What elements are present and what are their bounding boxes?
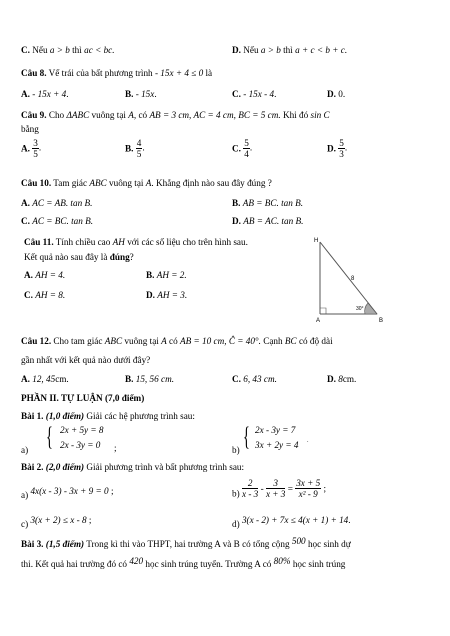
- bai-3-cont: thi. Kết quả hai trường đó có 420 học sinh trúng tuyển. Trường A có 80% học sinh trúng: [21, 556, 346, 569]
- part-2-heading: PHẦN II. TỰ LUẬN (7,0 điểm): [21, 393, 145, 403]
- question-9-cont: bằng: [21, 124, 39, 134]
- bai-1b-eq1: 2x - 3y = 7: [255, 425, 296, 435]
- right-angle-mark: [320, 308, 326, 314]
- label-a: A: [316, 318, 321, 324]
- angle-mark: [365, 303, 377, 314]
- bai-1b-end: .: [307, 438, 309, 444]
- bai-1: Bài 1. (1,0 điểm) Giải các hệ phương trình sau:: [21, 411, 195, 421]
- bai-1a-eq1: 2x + 5y = 8: [60, 425, 104, 435]
- q9-option-c[interactable]: C. $\frac{5}{4}$ .: [232, 138, 253, 160]
- bai-1a-end: ;: [114, 443, 117, 453]
- math: a + c < b + c.: [295, 45, 348, 55]
- option-text: thì: [283, 45, 293, 55]
- bai-2: Bài 2. (2,0 điểm) Giải phương trình và bất phương trình sau:: [21, 462, 245, 472]
- q12-option-b[interactable]: B. 15, 56 cm.: [125, 374, 175, 384]
- triangle-figure: [310, 234, 390, 324]
- q11-option-c[interactable]: C. AH = 8.: [24, 290, 66, 300]
- math: a > b: [260, 45, 281, 55]
- label-b: B: [379, 318, 384, 324]
- question-text: là: [205, 68, 213, 78]
- brace: {: [46, 422, 53, 451]
- option-label: D.: [232, 45, 241, 55]
- bai-1a-label: a): [21, 445, 29, 455]
- q10-option-b[interactable]: B. AB = BC. tan B.: [232, 198, 304, 208]
- bai-1b-eq2: 3x + 2y = 4: [255, 440, 299, 450]
- option-text: Nếu: [243, 45, 259, 55]
- question-11: Câu 11. Tính chiều cao AH với các số liệu cho trên hình sau.: [24, 237, 248, 247]
- bai-2d: d) 3(x - 2) + 7x ≤ 4(x + 1) + 14.: [232, 515, 351, 529]
- question-8: [21, 68, 212, 79]
- q9-option-b[interactable]: B. $\frac{4}{5}$ .: [125, 138, 145, 160]
- bai-2b: b) $\frac{2}{x - 3}$ - $\frac{3}{x + 3}$ = $\frac{3x + 5}{\text{x² - 9}}$ ;: [232, 478, 327, 500]
- q8-option-b[interactable]: B. - 15x.: [125, 89, 157, 99]
- q9-option-a[interactable]: A. $\frac{3}{5}$ .: [21, 138, 42, 160]
- bai-1b-label: b): [232, 445, 240, 455]
- bai-3: Bài 3. (1,5 điểm) Trong kì thi vào THPT, hai trường A và B có tổng cộng 500 học sinh dự: [21, 536, 351, 549]
- option-d-prev: [232, 45, 347, 56]
- question-12: Câu 12. Cho tam giác ABC vuông tại A có AB = 10 cm, Ĉ = 40°. Cạnh BC có độ dài: [21, 336, 333, 346]
- math: - 15x + 4 ≤ 0: [154, 68, 204, 78]
- q8-option-d[interactable]: D. 0.: [327, 89, 346, 99]
- math: ac < bc.: [84, 45, 115, 55]
- option-label: C.: [21, 45, 30, 55]
- question-label: Câu 8.: [21, 68, 47, 78]
- q10-option-c[interactable]: C. AC = BC. tan B.: [21, 216, 94, 226]
- bai-1a-eq2: 2x - 3y = 0: [60, 440, 101, 450]
- q11-option-d[interactable]: D. AH = 3.: [146, 290, 188, 300]
- q9-option-d[interactable]: D. $\frac{5}{3}$ .: [327, 138, 348, 160]
- q8-option-c[interactable]: C. - 15x - 4.: [232, 89, 277, 99]
- label-angle: 30°: [356, 306, 364, 312]
- question-12-cont: gần nhất với kết quả nào dưới đây?: [21, 355, 151, 365]
- question-text: Vế trái của bất phương trình: [48, 68, 153, 78]
- q12-option-a[interactable]: A. 12, 45cm.: [21, 374, 69, 384]
- math: a > b: [49, 45, 70, 55]
- option-text: Nếu: [32, 45, 48, 55]
- q10-option-a[interactable]: A. AC = AB. tan B.: [21, 198, 93, 208]
- option-c-prev: [21, 45, 115, 56]
- question-10: Câu 10. Tam giác ABC vuông tại A. Khẳng định nào sau đây đúng ?: [21, 178, 272, 188]
- label-h: H: [314, 238, 319, 244]
- bai-2a: a) 4x(x - 3) - 3x + 9 = 0 ;: [21, 486, 114, 500]
- q12-option-c[interactable]: C. 6, 43 cm.: [232, 374, 277, 384]
- q8-option-a[interactable]: A. - 15x + 4.: [21, 89, 69, 99]
- question-9: Câu 9. Cho ΔABC vuông tại A, có AB = 3 cm, AC = 4 cm, BC = 5 cm. Khi đó sin C: [21, 110, 330, 120]
- q11-option-b[interactable]: B. AH = 2.: [146, 270, 187, 280]
- label-side: 8: [351, 276, 355, 282]
- q11-option-a[interactable]: A. AH = 4.: [24, 270, 66, 280]
- question-11-cont: Kết quả nào sau đây là đúng?: [24, 252, 134, 262]
- q12-option-d[interactable]: D. 8cm.: [327, 374, 357, 384]
- option-text: thì: [72, 45, 82, 55]
- q10-option-d[interactable]: D. AB = AC. tan B.: [232, 216, 304, 226]
- bai-2c: c) 3(x + 2) ≤ x - 8 ;: [21, 515, 92, 529]
- brace: {: [243, 422, 250, 451]
